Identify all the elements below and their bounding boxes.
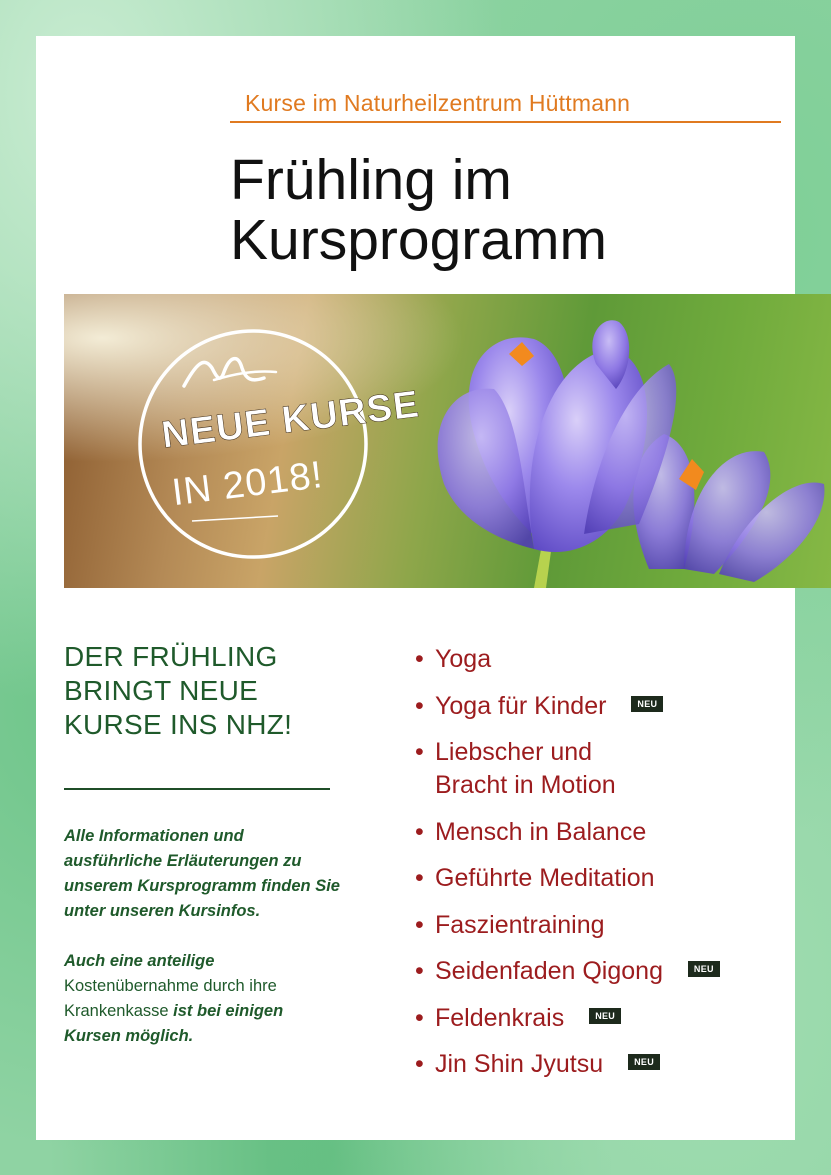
new-badge: NEU xyxy=(631,696,663,712)
bullet-icon: • xyxy=(415,1003,424,1032)
intro-heading xyxy=(64,640,292,742)
bullet-icon: • xyxy=(415,817,424,846)
bullet-icon: • xyxy=(415,910,424,939)
new-badge: NEU xyxy=(628,1054,660,1070)
course-item-meditation xyxy=(415,862,795,895)
course-name: Geführte Meditation xyxy=(435,864,655,892)
intro-heading-line-1: DER FRÜHLING xyxy=(64,641,278,672)
bullet-icon: • xyxy=(415,691,424,720)
new-courses-badge xyxy=(140,331,422,557)
info-paragraph-1: Alle Informationen und ausführliche Erläuterungen zu unserem Kursprogramm finden Sie unter unseren Kursinfos. xyxy=(64,827,340,920)
course-name: Feldenkrais xyxy=(435,1003,565,1032)
intro-heading-line-2: BRINGT NEUE xyxy=(64,675,259,706)
course-name: Mensch in Balance xyxy=(435,817,647,846)
crocus-main-icon xyxy=(438,320,677,588)
badge-line-1: NEUE KURSE xyxy=(159,383,422,457)
course-name: Faszientraining xyxy=(435,910,605,939)
course-name: Jin Shin Jyutsu xyxy=(435,1050,604,1078)
course-name: Seidenfaden Qigong xyxy=(435,957,663,985)
course-list xyxy=(415,643,795,1095)
course-item-qigong xyxy=(415,955,795,988)
course-name: Yoga für Kinder xyxy=(435,691,607,720)
info-p2-part-1: Auch eine anteilige xyxy=(64,952,215,970)
course-name: Yoga xyxy=(435,645,492,673)
course-item-mensch-in-balance xyxy=(415,816,795,849)
intro-text xyxy=(64,824,344,1049)
course-item-jin-shin-jyutsu xyxy=(415,1048,795,1081)
crocus-illustration xyxy=(64,294,831,588)
kicker-divider xyxy=(230,121,781,123)
info-p2-part-2: Kostenübernahme durch ihre Krankenkasse xyxy=(64,977,277,1020)
new-badge: NEU xyxy=(688,961,720,977)
title-line-2: Kursprogramm xyxy=(230,208,607,272)
course-name-line-1: Liebscher und xyxy=(435,738,593,766)
intro-heading-line-3: KURSE INS NHZ! xyxy=(64,709,293,740)
info-p2-part-3: ist bei einigen Kursen möglich. xyxy=(64,1002,284,1045)
course-name-line-2: Bracht in Motion xyxy=(435,771,616,799)
course-item-faszientraining xyxy=(415,909,795,942)
course-item-yoga xyxy=(415,643,795,676)
page-title xyxy=(230,150,607,270)
intro-divider xyxy=(64,788,330,790)
info-paragraph-2 xyxy=(64,949,344,1049)
bullet-icon: • xyxy=(415,738,424,766)
course-item-yoga-kinder xyxy=(415,690,795,723)
bullet-icon: • xyxy=(415,957,424,985)
bullet-icon: • xyxy=(415,1050,424,1078)
bullet-icon: • xyxy=(415,645,424,673)
hero-banner xyxy=(64,294,831,588)
new-badge: NEU xyxy=(589,1008,621,1024)
kicker-text: Kurse im Naturheilzentrum Hüttmann xyxy=(245,90,631,116)
title-line-1: Frühling im xyxy=(230,148,512,212)
badge-line-2: IN 2018! xyxy=(169,454,326,515)
course-item-feldenkrais xyxy=(415,1002,795,1035)
bullet-icon: • xyxy=(415,864,424,892)
course-item-liebscher-bracht xyxy=(415,736,795,802)
